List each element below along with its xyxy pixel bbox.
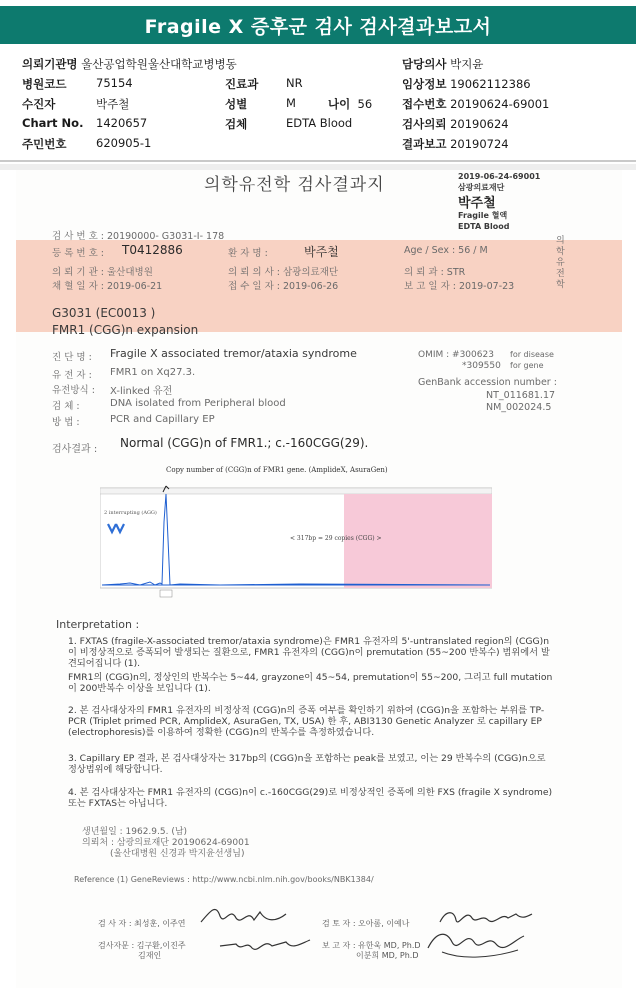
requester-detail: (울산대병원 신경과 박지윤선생님) (110, 849, 245, 859)
report-title-bar (0, 6, 636, 44)
specimen: DNA isolated from Peripheral blood (110, 398, 286, 409)
test-code: G3031 (EC0013 ) (52, 306, 156, 320)
requesting-institution: 의 뢰 기 관 : 울산대병원 (52, 267, 153, 278)
hospital-row (22, 56, 237, 72)
requesting-dept: 의 뢰 과 : STR (404, 267, 466, 278)
omim-disease-label: for disease (510, 350, 554, 359)
patient-info-table (0, 50, 636, 158)
interp-paragraph-2: 2. 본 검사대상자의 FMR1 유전자의 비정상적 (CGG)n의 증폭 여부를 확인하기 위하여 (CGG)n을 포함하는 부위를 TP-PCR (Triplet primed PCR, AmplideX, AsuraGen, TX, USA) 한 후, ABI3130 Genetic Analyzer 로 capillary EP (electrophoresis)를 이용하여 정확한 (CGG)n의 반복수를 측정하였습니다. (68, 705, 545, 738)
genbank-nm: NM_002024.5 (486, 402, 552, 413)
sex-value: M (286, 96, 296, 110)
result: Normal (CGG)n of FMR1.; c.-160CGG(29). (120, 436, 369, 450)
manager-signature (216, 932, 316, 958)
id-row (22, 136, 66, 152)
id-value: 620905-1 (96, 136, 152, 150)
interp-paragraph-4: 4. 본 검사대상자는 FMR1 유전자의 (CGG)n이 c.-160CGG(29)로 비정상적인 증폭에 의한 FXS (fragile X syndrome) 또는 FXTAS는 아닙니다. (68, 787, 553, 809)
diagnosis: Fragile X associated tremor/ataxia syndrome (110, 347, 357, 360)
side-label: 의학유전학 (556, 236, 565, 290)
reviewer-signatory: 검 토 자 : 오아롬, 이예나 (322, 919, 410, 928)
receipt-label: 접수번호 (402, 97, 447, 111)
doctor-row (402, 56, 483, 72)
sex-row (225, 96, 247, 112)
receipt-row (402, 96, 549, 112)
doc-title: 의학유전학 검사결과지 (204, 175, 385, 195)
result-label: 검사결과 : (52, 444, 98, 455)
stamp-org: 삼광의료재단 (458, 183, 505, 192)
report-label: 결과보고 (402, 137, 447, 151)
patient-row (22, 96, 55, 112)
patient-name: 박주철 (304, 245, 339, 259)
patient-name-label: 환 자 명 : (228, 248, 268, 259)
request-label: 검사의뢰 (402, 117, 447, 131)
peak-annotation: < 317bp = 29 copies (CGG) > (290, 535, 382, 542)
clinical-row (402, 76, 531, 92)
genbank-nt: NT_011681.17 (486, 390, 556, 401)
scanned-result-document (16, 170, 622, 988)
report-value: 20190724 (450, 137, 509, 151)
omim-gene-label: for gene (510, 361, 544, 370)
interp-paragraph-1: 1. FXTAS (fragile-X-associated tremor/ataxia syndrome)은 FMR1 유전자의 5'-untranslated region의 (CGG)n 이 비정상적으로 증폭되어 발생되는 질환으로, FMR1 유전자의 (CGG)n이 premutation (55~200 반복수) 범위에서 발견되어집니다 (1). (68, 636, 550, 669)
clinical-label: 임상정보 (402, 77, 447, 91)
genbank-label: GenBank accession number : (418, 377, 557, 388)
reporter-signatory: 보 고 자 : 유한욱 MD, Ph.D (322, 941, 421, 950)
stamp-specimen: EDTA Blood (458, 222, 510, 231)
tester-signatory: 검 사 자 : 최성훈, 이주연 (98, 919, 186, 928)
peak-marker (160, 590, 172, 597)
sex-label: 성별 (225, 97, 248, 111)
manager-signatory: 검사자문 : 김구환,이진주 (98, 941, 186, 950)
hospital-label: 의뢰기관명 (22, 57, 78, 71)
doctor-label: 담당의사 (402, 57, 447, 71)
specimen-row (225, 116, 247, 132)
gene-label: 유 전 자 : (52, 370, 92, 381)
patient-label: 수진자 (22, 97, 56, 111)
report-row (402, 136, 509, 152)
age-row (328, 96, 372, 112)
birth-date: 생년월일 : 1962.9.5. (남) (82, 827, 188, 837)
code-row (22, 76, 66, 92)
chart-label: Chart No. (22, 116, 84, 130)
stamp-test: Fragile 혈액 (458, 211, 508, 220)
dept-row (225, 76, 258, 92)
patient-value: 박주철 (96, 97, 130, 111)
hospital-value: 울산공업학원울산대학교병병동 (81, 57, 237, 71)
dept-value: NR (286, 76, 303, 90)
reg-number: T0412886 (122, 243, 183, 257)
code-value: 75154 (96, 76, 133, 90)
requester: 의뢰처 : 삼광의료재단 20190624-69001 (82, 838, 250, 848)
stamp-date: 2019-06-24-69001 (458, 172, 541, 181)
requesting-doctor: 의 뢰 의 사 : 삼광의료재단 (228, 267, 339, 278)
request-value: 20190624 (450, 117, 509, 131)
reporter-signature (422, 922, 532, 962)
interp-paragraph-3: 3. Capillary EP 결과, 본 검사대상자는 317bp의 (CGG)n을 포함하는 peak를 보였고, 이는 29 반복수의 (CGG)n으로 정상범위에 해당합니다. (68, 753, 546, 775)
collection-date: 채 혈 일 자 : 2019-06-21 (52, 281, 163, 292)
receipt-value: 20190624-69001 (450, 97, 550, 111)
reporter-signatory-2: 이분희 MD, Ph.D (356, 951, 419, 960)
inheritance: X-linked 유전 (110, 386, 173, 397)
inheritance-label: 유전방식 : (52, 385, 95, 396)
divider (0, 160, 636, 162)
age-value: 56 (357, 97, 373, 111)
stamp-name: 박주철 (458, 196, 496, 211)
clinical-value: 19062112386 (450, 77, 531, 91)
omim-disease-no: OMIM : #300623 (418, 350, 494, 360)
manager-signatory-2: 김재인 (138, 951, 162, 960)
chart-title: Copy number of (CGG)n of FMR1 gene. (AmplideX, AsuraGen) (166, 466, 388, 474)
request-row (402, 116, 509, 132)
receipt-date: 접 수 일 자 : 2019-06-26 (228, 281, 339, 292)
electropherogram-chart (100, 484, 492, 602)
id-label: 주민번호 (22, 137, 67, 151)
tester-signature (196, 900, 296, 930)
interpretation-title: Interpretation : (56, 618, 140, 631)
report-title: Fragile X 증후군 검사 검사결과보고서 (144, 15, 492, 38)
doctor-value: 박지윤 (450, 57, 484, 71)
code-label: 병원코드 (22, 77, 67, 91)
omim-gene-no: *309550 (462, 361, 501, 371)
age-sex: Age / Sex : 56 / M (404, 245, 488, 256)
chart-value: 1420657 (96, 116, 148, 130)
chart-row (22, 116, 83, 130)
method-label: 방 법 : (52, 417, 80, 428)
age-label: 나이 (328, 97, 351, 111)
report-date: 보 고 일 자 : 2019-07-23 (404, 281, 515, 292)
reg-label: 등 록 번 호 : (52, 248, 104, 259)
reference: Reference (1) GeneReviews : http://www.ncbi.nlm.nih.gov/books/NBK1384/ (74, 875, 374, 884)
method: PCR and Capillary EP (110, 414, 215, 425)
dept-label: 진료과 (225, 77, 259, 91)
gene: FMR1 on Xq27.3. (110, 367, 196, 378)
test-name: FMR1 (CGG)n expansion (52, 323, 199, 337)
exam-number: 검 사 번 호 : 20190000- G3031-I- 178 (52, 231, 225, 242)
interp-paragraph-1b: FMR1의 (CGG)n의, 정상인의 반복수는 5~44, grayzone이 45~54, premutation이 55~200, 그리고 full mutation이 200반복수 이상을 보입니다 (1). (68, 672, 553, 694)
diagnosis-label: 진 단 명 : (52, 352, 92, 363)
specimen-label: 검체 (225, 117, 248, 131)
specimen-label: 검 체 : (52, 401, 80, 412)
chart-ruler (100, 488, 492, 494)
specimen-value: EDTA Blood (286, 116, 353, 130)
interrupt-annotation: 2 interrupting (AGG) (104, 510, 157, 516)
